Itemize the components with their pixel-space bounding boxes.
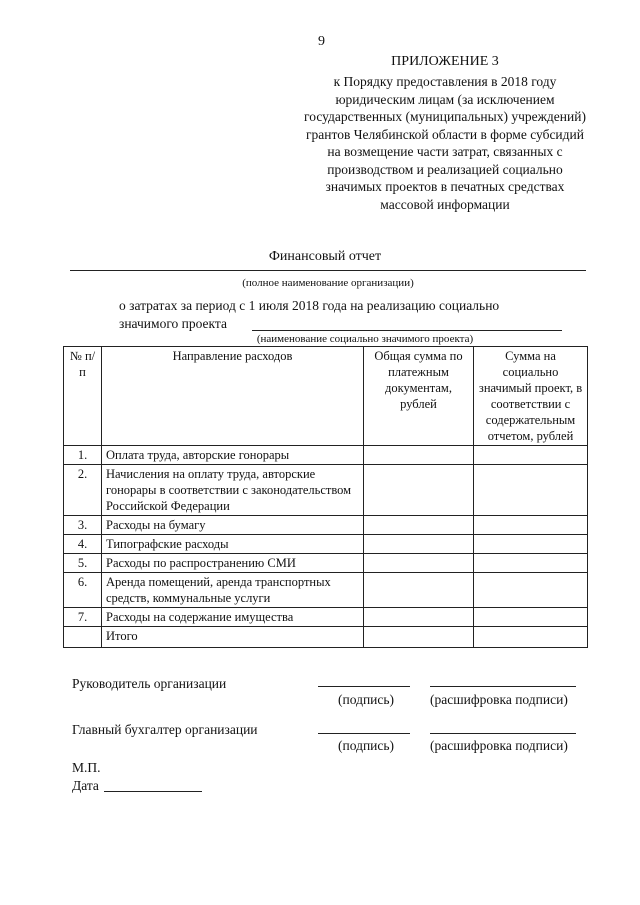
row-project-cell [474, 554, 588, 573]
table-header-row [64, 347, 588, 446]
table-row [64, 446, 588, 465]
row-number: 6. [64, 573, 102, 608]
row-total-cell [364, 446, 474, 465]
head-signature-caption: (подпись) [338, 692, 395, 707]
accountant-decoding-line [430, 733, 576, 734]
head-signature-line [318, 686, 410, 687]
row-label: Начисления на оплату труда, авторские гонорары в соответствии с законодательством Российской Федерации [102, 465, 364, 516]
table-total-row [64, 627, 588, 648]
row-label: Расходы по распространению СМИ [102, 554, 364, 573]
project-label: значимого проекта [119, 316, 227, 331]
table-row [64, 573, 588, 608]
row-number: 3. [64, 516, 102, 535]
row-label: Оплата труда, авторские гонорары [102, 446, 364, 465]
row-label: Типографские расходы [102, 535, 364, 554]
accountant-label: Главный бухгалтер организации [72, 722, 258, 737]
row-total-cell [364, 465, 474, 516]
table-row [64, 535, 588, 554]
row-label: Расходы на содержание имущества [102, 608, 364, 627]
row-number: 5. [64, 554, 102, 573]
appendix-title: ПРИЛОЖЕНИЕ 3 [391, 54, 499, 69]
organization-name-caption: (полное наименование организации) [242, 277, 414, 289]
period-text: о затратах за период с 1 июля 2018 года на реализацию социально [119, 298, 500, 313]
page-number: 9 [318, 34, 325, 49]
row-project-cell [474, 608, 588, 627]
header-project-sum: Сумма на социально значимый проект, в соответствии с содержательным отчетом, рублей [474, 347, 588, 446]
head-decoding-line [430, 686, 576, 687]
row-number: 4. [64, 535, 102, 554]
row-total-cell [364, 573, 474, 608]
row-number: 7. [64, 608, 102, 627]
row-label: Расходы на бумагу [102, 516, 364, 535]
row-project-cell [474, 573, 588, 608]
row-number: 1. [64, 446, 102, 465]
row-total-cell [364, 535, 474, 554]
row-project-cell [474, 535, 588, 554]
row-project-cell [474, 627, 588, 648]
date-line [104, 791, 202, 792]
project-name-line [252, 330, 562, 331]
row-number [64, 627, 102, 648]
row-label: Аренда помещений, аренда транспортных средств, коммунальные услуги [102, 573, 364, 608]
row-project-cell [474, 446, 588, 465]
expense-table [63, 346, 588, 648]
row-total-cell [364, 554, 474, 573]
row-label: Итого [102, 627, 364, 648]
table-row [64, 554, 588, 573]
row-number: 2. [64, 465, 102, 516]
accountant-signature-line [318, 733, 410, 734]
head-decoding-caption: (расшифровка подписи) [430, 692, 568, 707]
stamp-label: М.П. [72, 760, 101, 775]
row-project-cell [474, 516, 588, 535]
organization-name-line [70, 270, 586, 271]
table-row [64, 608, 588, 627]
report-title: Финансовый отчет [268, 249, 382, 264]
row-project-cell [474, 465, 588, 516]
row-total-cell [364, 627, 474, 648]
header-total-sum: Общая сумма по платежным документам, рублей [364, 347, 474, 446]
row-total-cell [364, 608, 474, 627]
header-number: № п/п [64, 347, 102, 446]
table-row [64, 465, 588, 516]
table-row [64, 516, 588, 535]
row-total-cell [364, 516, 474, 535]
header-direction: Направление расходов [102, 347, 364, 446]
project-name-caption: (наименование социально значимого проекта) [256, 333, 474, 345]
accountant-decoding-caption: (расшифровка подписи) [430, 738, 568, 753]
date-label: Дата [72, 778, 99, 793]
appendix-description: к Порядку предоставления в 2018 году юридическим лицам (за исключением государственных (муниципальных) учреждений) грантов Челябинской области в форме субсидий на возмещение части затрат, связанных с производством и реализацией социально значимых проектов в печатных средствах массовой информации [304, 74, 586, 212]
accountant-signature-caption: (подпись) [338, 738, 395, 753]
head-label: Руководитель организации [72, 676, 227, 691]
